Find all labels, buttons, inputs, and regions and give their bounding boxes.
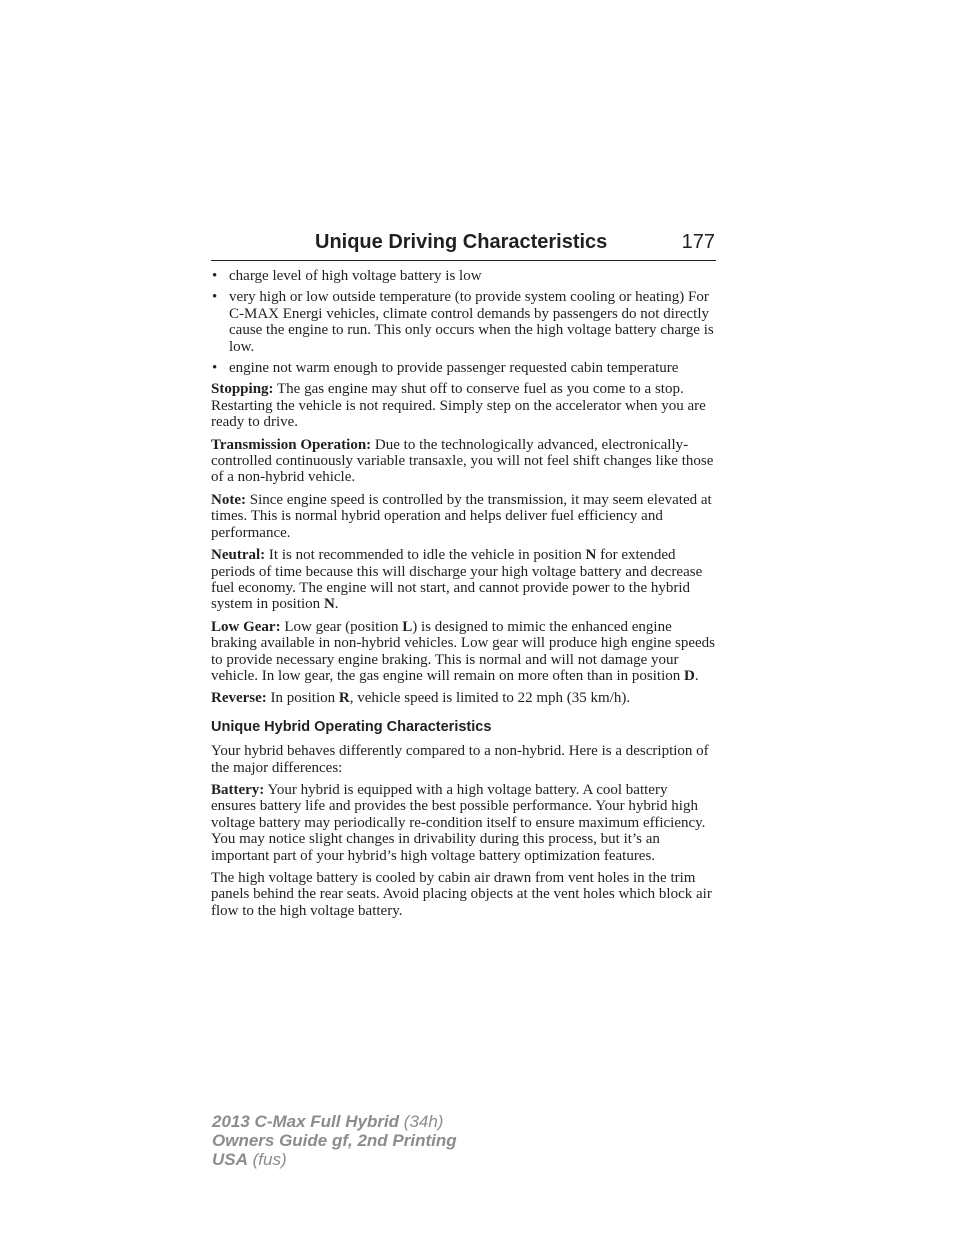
gear-position: L — [402, 618, 413, 635]
low-gear-text: ) is designed to mimic the enhanced engine braking available in non-hybrid vehicles. Low gear will produce high engine speeds to provide necessary engine braking. This is normal and will not damage your vehicle. In low gear, the gas engine will remain on more often than in position — [211, 618, 716, 684]
neutral-paragraph — [211, 547, 716, 613]
reverse-paragraph — [211, 690, 716, 706]
condition-list — [211, 268, 716, 376]
neutral-text: It is not recommended to idle the vehicle in position — [265, 547, 586, 564]
low-gear-text: Low gear (position — [280, 618, 403, 635]
battery-text: Your hybrid is equipped with a high voltage battery. A cool battery ensures battery life and provides the best possible performance. Your hybrid high voltage battery may periodically re-condition itself to ensure maximum efficiency. You may notice slight changes in drivability during this process, but it’s an important part of your hybrid’s high voltage battery optimization features. — [211, 781, 706, 864]
low-gear-label: Low Gear: — [211, 618, 281, 635]
reverse-label: Reverse: — [211, 690, 267, 707]
battery-label: Battery: — [211, 781, 265, 798]
footer-guide: Owners Guide gf, 2nd Printing — [212, 1131, 457, 1150]
battery-paragraph — [211, 782, 716, 864]
cooling-paragraph: The high voltage battery is cooled by cabin air drawn from vent holes in the trim panels behind the rear seats. Avoid placing objects at the vent holes which block air flow to the high voltage battery. — [211, 870, 712, 919]
section-title: Unique Driving Characteristics — [315, 231, 608, 253]
footer-line — [212, 1112, 457, 1131]
list-item: • very high or low outside temperature (to provide system cooling or heating) For C-MAX Energi vehicles, climate control demands by passengers do not directly cause the engine to run. This only occurs when the high voltage battery charge is low. — [211, 289, 716, 355]
footer-line — [212, 1150, 457, 1169]
subsection-heading: Unique Hybrid Operating Characteristics — [211, 718, 492, 735]
stopping-label: Stopping: — [211, 381, 274, 398]
stopping-text: The gas engine may shut off to conserve fuel as you come to a stop. Restarting the vehicle is not required. Simply step on the accelerator when you are ready to drive. — [211, 381, 706, 431]
footer-region: USA — [212, 1150, 248, 1169]
footer-line — [212, 1131, 457, 1150]
gear-position: N — [323, 596, 335, 613]
low-gear-text: . — [694, 667, 699, 684]
footer-code: (fus) — [247, 1150, 287, 1169]
gear-position: D — [684, 667, 695, 684]
print-footer — [212, 1112, 457, 1169]
gear-position: R — [338, 690, 350, 707]
page-body — [211, 268, 716, 925]
neutral-text: . — [334, 596, 339, 613]
transmission-label: Transmission Operation: — [211, 436, 372, 453]
intro-paragraph: Your hybrid behaves differently compared to a non-hybrid. Here is a description of the major differences: — [211, 743, 709, 776]
neutral-label: Neutral: — [211, 547, 266, 564]
footer-model: 2013 C-Max Full Hybrid — [212, 1112, 400, 1131]
neutral-text: for extended periods of time because this will discharge your high voltage battery and decrease fuel economy. The engine will not start, and cannot provide power to the hybrid system in position — [211, 547, 703, 613]
note-text: Since engine speed is controlled by the transmission, it may seem elevated at times. This is normal hybrid operation and helps deliver fuel efficiency and performance. — [211, 491, 712, 541]
reverse-text: , vehicle speed is limited to 22 mph (35 km/h). — [349, 690, 631, 707]
stopping-paragraph — [211, 381, 716, 430]
page-number: 177 — [681, 231, 715, 253]
transmission-paragraph — [211, 437, 716, 486]
gear-position: N — [585, 547, 597, 564]
low-gear-paragraph — [211, 619, 716, 685]
note-label: Note: — [211, 491, 246, 508]
list-item: • charge level of high voltage battery is low — [211, 268, 716, 284]
note-paragraph — [211, 492, 716, 541]
list-item: • engine not warm enough to provide passenger requested cabin temperature — [211, 360, 716, 376]
footer-code: (34h) — [399, 1112, 444, 1131]
transmission-text: Due to the technologically advanced, electronically-controlled continuously variable transaxle, you will not feel shift changes like those of a non-hybrid vehicle. — [211, 436, 714, 486]
reverse-text: In position — [266, 690, 339, 707]
page-header — [211, 229, 716, 261]
